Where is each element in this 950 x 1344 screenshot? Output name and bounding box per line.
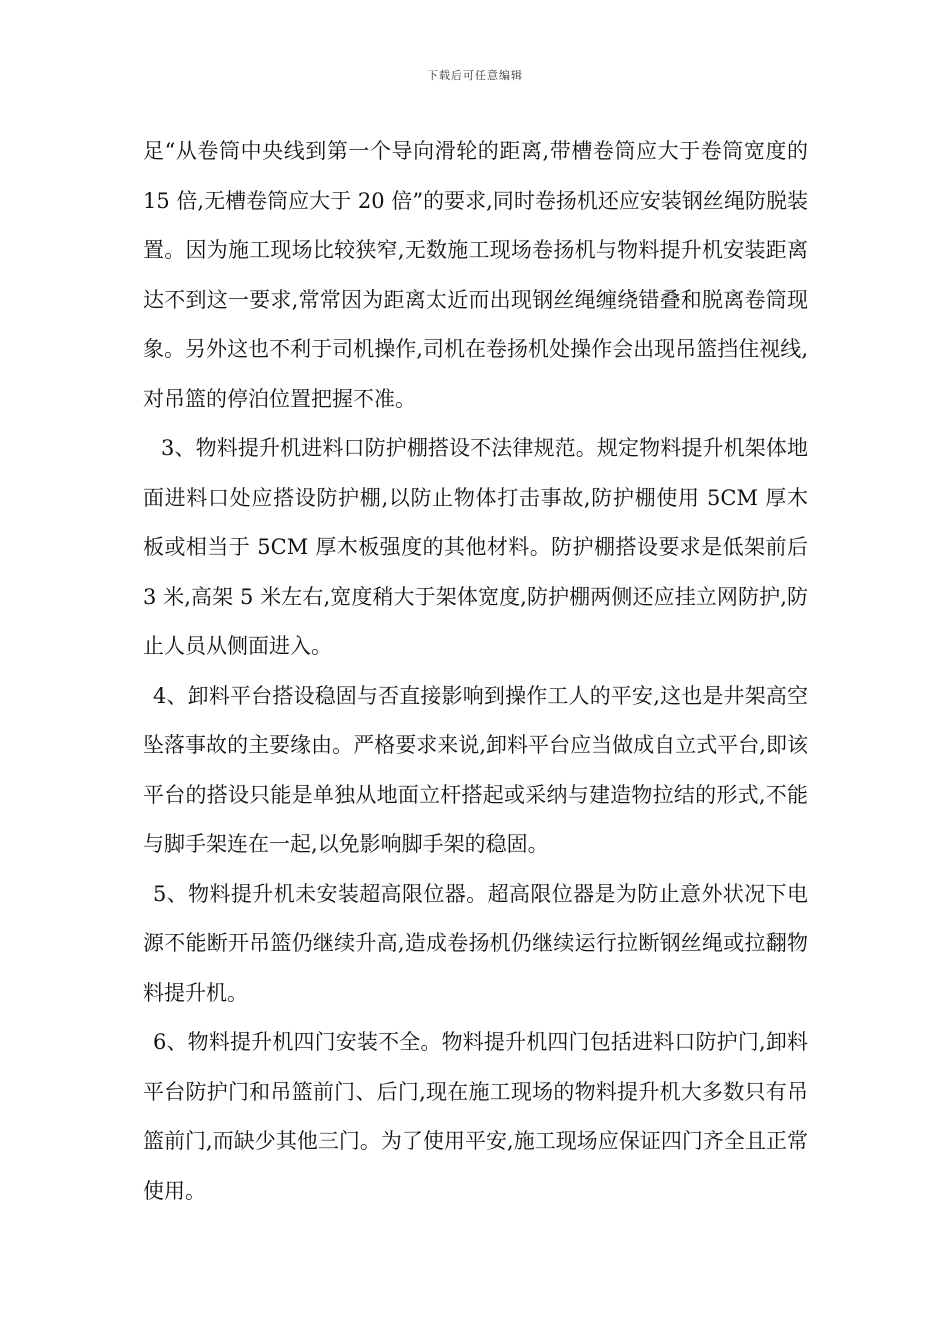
paragraph-item-6: 6、物料提升机四门安装不全。物料提升机四门包括进料口防护门,卸料平台防护门和吊篮前门、后门,现在施工现场的物料提升机大多数只有吊篮前门,而缺少其他三门。为了使用平安,施工现场应保证四门齐全且正常使用。: [143, 1030, 808, 1203]
paragraph-continuation: 足“从卷筒中央线到第一个导向滑轮的距离,带槽卷筒应大于卷筒宽度的 15 倍,无槽卷筒应大于 20 倍”的要求,同时卷扬机还应安装钢丝绳防脱装置。因为施工现场比较狭窄,无数施工现场卷扬机与物料提升机安装距离达不到这一要求,常常因为距离太近而出现钢丝绳缠绕错叠和脱离卷筒现象。另外这也不利于司机操作,司机在卷扬机处操作会出现吊篮挡住视线,对吊篮的停泊位置把握不准。: [143, 139, 808, 411]
paragraph-item-5: 5、物料提升机未安装超高限位器。超高限位器是为防止意外状况下电源不能断开吊篮仍继续升高,造成卷扬机仍继续运行拉断钢丝绳或拉翻物料提升机。: [143, 881, 808, 1005]
page-header: 下载后可任意编辑: [427, 69, 523, 82]
paragraph-item-4: 4、卸料平台搭设稳固与否直接影响到操作工人的平安,这也是井架高空坠落事故的主要缘由。严格要求来说,卸料平台应当做成自立式平台,即该平台的搭设只能是单独从地面立杆搭起或采纳与建造物拉结的形式,不能与脚手架连在一起,以免影响脚手架的稳固。: [143, 683, 808, 856]
paragraph-item-3: 3、物料提升机进料口防护棚搭设不法律规范。规定物料提升机架体地面进料口处应搭设防护棚,以防止物体打击事故,防护棚使用 5CM 厚木板或相当于 5CM 厚木板强度的其他材料。防护棚搭设要求是低架前后 3 米,高架 5 米左右,宽度稍大于架体宽度,防护棚两侧还应挂立网防护,防止人员从侧面进入。: [143, 436, 808, 658]
document-body: [143, 127, 808, 1216]
